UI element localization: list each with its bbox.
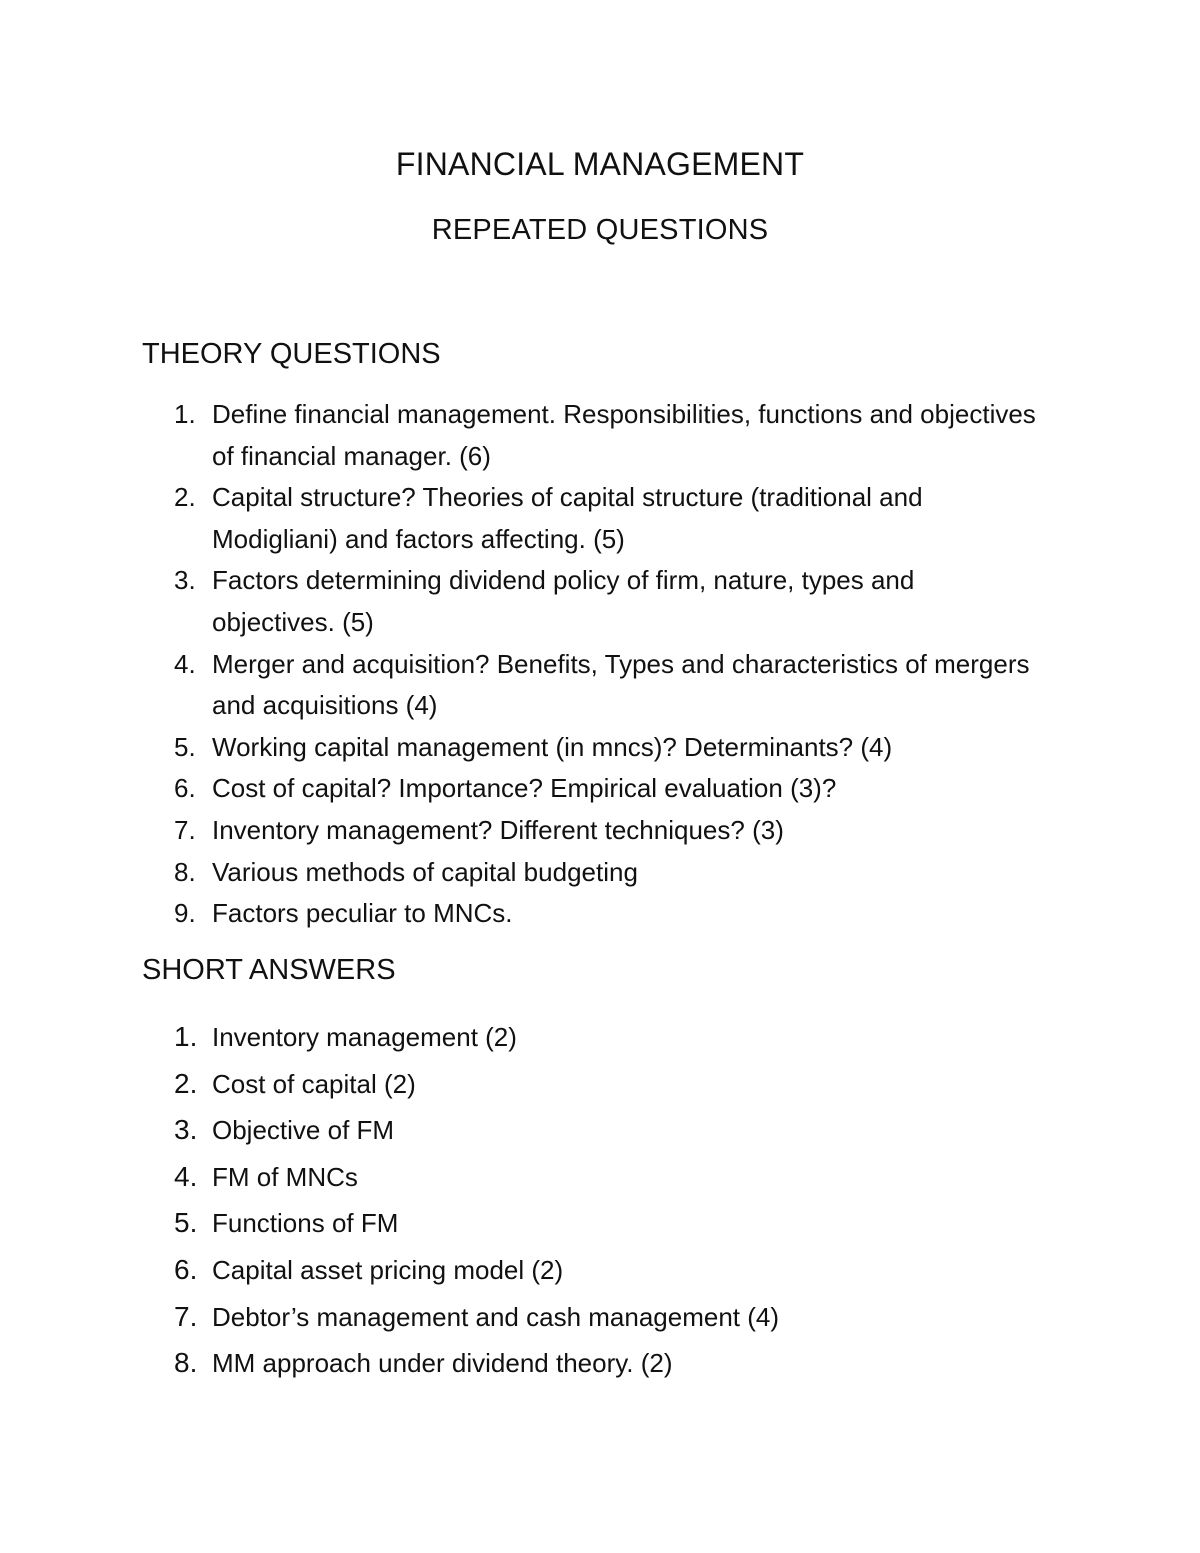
item-text: Factors peculiar to MNCs. <box>212 898 513 929</box>
item-number: 3. <box>174 565 196 596</box>
item-text: Working capital management (in mncs)? Determinants? (4) <box>212 731 893 762</box>
item-text: Inventory management (2) <box>212 1022 517 1052</box>
item-number: 2. <box>174 482 196 513</box>
list-item <box>142 768 1042 810</box>
item-text: Define financial management. Responsibilities, functions and objectives of financial manager. (6) <box>212 399 1036 471</box>
list-item <box>142 1340 1042 1387</box>
list-item <box>142 1247 1042 1294</box>
list-item <box>142 893 1042 935</box>
item-text: Factors determining dividend policy of firm, nature, types and objectives. (5) <box>212 565 915 637</box>
short-answers-heading: SHORT ANSWERS <box>142 954 396 986</box>
item-text: Capital structure? Theories of capital structure (traditional and Modigliani) and factors affecting. (5) <box>212 482 923 554</box>
list-item <box>142 560 1042 643</box>
item-text: Debtor’s management and cash management (4) <box>212 1301 780 1332</box>
document-title: FINANCIAL MANAGEMENT <box>395 146 805 182</box>
item-number: 3. <box>174 1114 198 1146</box>
list-item <box>142 1014 1042 1061</box>
item-number: 7. <box>174 814 196 845</box>
item-number: 5. <box>174 1207 198 1239</box>
item-number: 5. <box>174 731 196 762</box>
item-number: 8. <box>174 856 196 887</box>
list-item <box>142 1154 1042 1201</box>
item-number: 4. <box>174 648 196 679</box>
item-text: MM approach under dividend theory. (2) <box>212 1348 673 1379</box>
short-answers-list <box>142 1014 1042 1387</box>
list-item <box>142 810 1042 852</box>
theory-questions-list <box>142 394 1042 935</box>
list-item <box>142 1061 1042 1108</box>
list-item <box>142 727 1042 769</box>
item-text: Cost of capital (2) <box>212 1068 416 1099</box>
item-text: Capital asset pricing model (2) <box>212 1254 564 1285</box>
list-item <box>142 1294 1042 1341</box>
list-item <box>142 852 1042 894</box>
item-text: Various methods of capital budgeting <box>212 856 638 887</box>
item-number: 1. <box>174 399 196 429</box>
item-number: 4. <box>174 1160 198 1192</box>
item-number: 8. <box>174 1347 198 1379</box>
item-text: Inventory management? Different techniques? (3) <box>212 814 784 845</box>
item-number: 7. <box>174 1300 198 1332</box>
item-number: 6. <box>174 773 196 804</box>
list-item <box>142 1200 1042 1247</box>
document-subtitle: REPEATED QUESTIONS <box>431 214 769 246</box>
item-number: 2. <box>174 1067 198 1099</box>
item-number: 6. <box>174 1253 198 1285</box>
list-item <box>142 644 1042 727</box>
item-text: FM of MNCs <box>212 1161 358 1192</box>
item-text: Cost of capital? Importance? Empirical evaluation (3)? <box>212 773 837 804</box>
item-number: 1. <box>174 1021 198 1052</box>
list-item <box>142 1107 1042 1154</box>
list-item <box>142 477 1042 560</box>
theory-questions-heading: THEORY QUESTIONS <box>142 338 441 370</box>
item-text: Merger and acquisition? Benefits, Types and characteristics of mergers and acquisitions (4) <box>212 648 1030 721</box>
item-number: 9. <box>174 898 196 929</box>
item-text: Functions of FM <box>212 1208 399 1239</box>
item-text: Objective of FM <box>212 1115 395 1146</box>
list-item <box>142 394 1042 477</box>
